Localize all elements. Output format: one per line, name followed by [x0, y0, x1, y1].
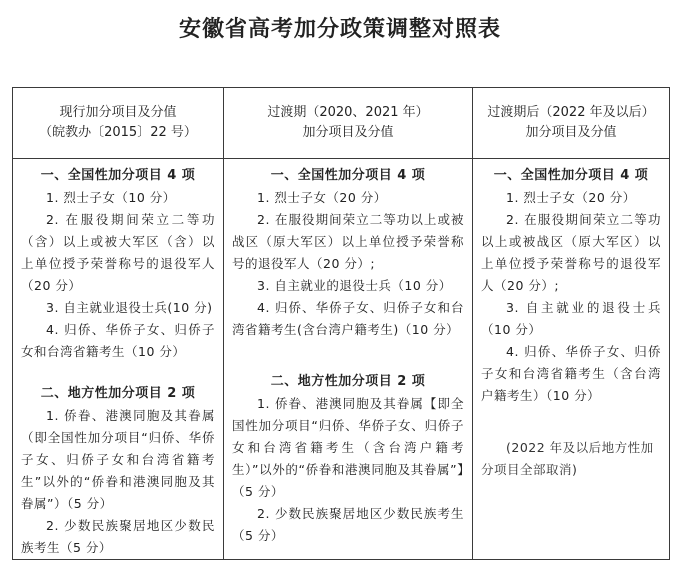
column-header-after-transition: [473, 88, 670, 159]
column-transition: [224, 159, 473, 560]
list-item: 2. 少数民族聚居地区少数民族考生（5 分）: [21, 518, 215, 555]
list-item: 3. 自主就业的退役士兵（10 分）: [481, 300, 661, 337]
column-current: [13, 159, 224, 560]
list-item: 3. 自主就业退役士兵(10 分): [46, 300, 213, 315]
column-header-current: [13, 88, 224, 159]
cancellation-note: (2022 年及以后地方性加分项目全部取消): [481, 440, 654, 477]
page-title: 安徽省高考加分政策调整对照表: [178, 16, 501, 42]
list-item: 1. 烈士子女（10 分）: [46, 190, 176, 205]
policy-comparison-table: [12, 87, 670, 560]
section-title-national: 一、全国性加分项目 4 项: [493, 168, 649, 183]
list-item: 1. 烈士子女（20 分）: [506, 190, 636, 205]
list-item: 2. 在服役期间荣立二等功（含）以上或被大军区（含）以上单位授予荣誉称号的退役军人（20 分）: [21, 212, 215, 293]
header-line: 过渡期后（2022 年及以后）: [487, 105, 655, 120]
list-item: 4. 归侨、华侨子女、归侨子女和台湾省籍考生（含台湾户籍考生）（10 分）: [481, 344, 661, 403]
table-header-row: [13, 88, 670, 159]
list-item: 1. 侨眷、港澳同胞及其眷属（即全国性加分项目“归侨、华侨子女、归侨子女和台湾省籍考生”以外的“侨眷和港澳同胞及其眷属”）（5 分）: [21, 408, 215, 511]
list-item: 2. 在服役期间荣立二等功以上或被战区（原大军区）以上单位授予荣誉称号的退役军人（20 分）;: [232, 212, 464, 271]
list-item: 4. 归侨、华侨子女、归侨子女和台湾省籍考生（10 分）: [21, 322, 215, 359]
column-header-transition: [224, 88, 473, 159]
list-item: 3. 自主就业的退役士兵（10 分）: [257, 278, 452, 293]
list-item: 2. 在服役期间荣立二等功以上或被战区（原大军区）以上单位授予荣誉称号的退役军人（20 分）;: [481, 212, 661, 293]
section-title-local: 二、地方性加分项目 2 项: [40, 386, 196, 401]
header-line: （皖教办〔2015〕22 号）: [39, 125, 197, 140]
list-item: 4. 归侨、华侨子女、归侨子女和台湾省籍考生(含台湾户籍考生)（10 分）: [232, 300, 464, 337]
section-title-local: 二、地方性加分项目 2 项: [270, 374, 426, 389]
header-line: 加分项目及分值: [525, 125, 617, 140]
header-line: 现行加分项目及分值: [59, 105, 177, 120]
table-body-row: [13, 159, 670, 560]
list-item: 1. 侨眷、港澳同胞及其眷属【即全国性加分项目“归侨、华侨子女、归侨子女和台湾省籍考生（含台湾户籍考生）”以外的“侨眷和港澳同胞及其眷属”】（5 分）: [232, 396, 464, 499]
header-line: 加分项目及分值: [302, 125, 394, 140]
section-title-national: 一、全国性加分项目 4 项: [40, 168, 196, 183]
section-title-national: 一、全国性加分项目 4 项: [270, 168, 426, 183]
list-item: 2. 少数民族聚居地区少数民族考生（5 分）: [232, 506, 464, 543]
header-line: 过渡期（2020、2021 年）: [267, 105, 429, 120]
list-item: 1. 烈士子女（20 分）: [257, 190, 387, 205]
column-after-transition: [473, 159, 670, 560]
